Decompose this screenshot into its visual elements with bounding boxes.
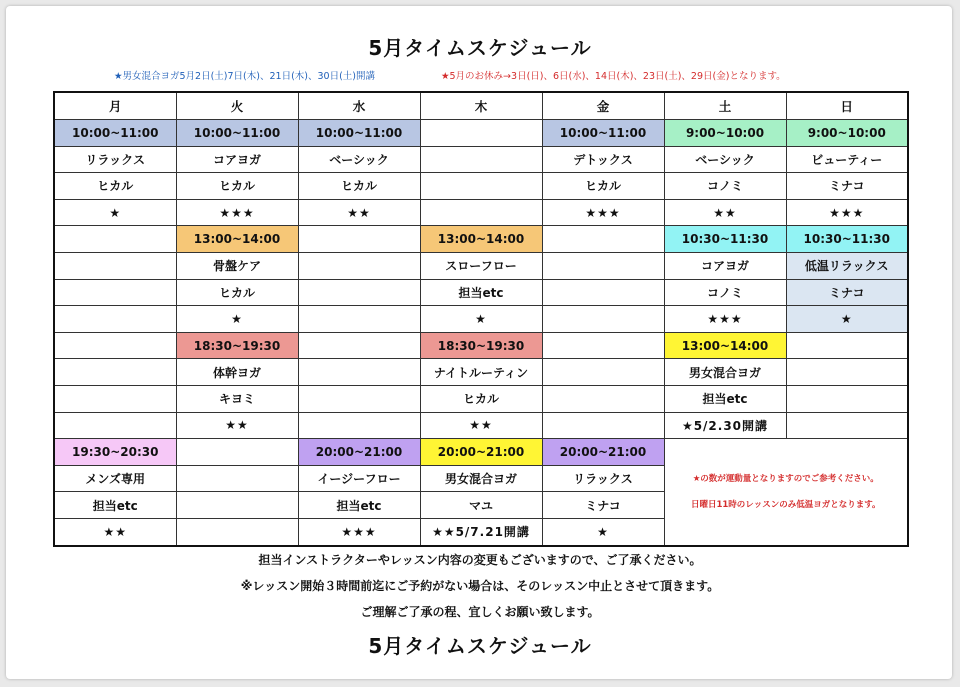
lesson-teacher: ヒカル	[54, 173, 176, 200]
lesson-teacher: ミナコ	[542, 492, 664, 519]
lesson-stars: ★	[786, 306, 908, 333]
table-row	[54, 199, 908, 226]
lesson-teacher: 担当etc	[54, 492, 176, 519]
lesson-class: 体幹ヨガ	[176, 359, 298, 386]
table-row	[54, 226, 908, 253]
footer-change-notice: 担当インストラクターやレッスン内容の変更もございますので、ご了承ください。	[258, 553, 702, 567]
lesson-stars: ★5/2.30開講	[664, 412, 786, 439]
table-row	[54, 385, 908, 412]
lesson-class: 低温リラックス	[786, 252, 908, 279]
lesson-time: 10:30~11:30	[664, 226, 786, 253]
empty-cell	[542, 226, 664, 253]
lesson-stars: ★★	[298, 199, 420, 226]
day-header-wed: 水	[298, 92, 420, 120]
lesson-teacher: ヒカル	[298, 173, 420, 200]
empty-cell	[420, 146, 542, 173]
table-row	[54, 173, 908, 200]
empty-cell	[54, 226, 176, 253]
empty-cell	[54, 279, 176, 306]
empty-cell	[298, 412, 420, 439]
day-header-mon: 月	[54, 92, 176, 120]
empty-cell	[176, 492, 298, 519]
lesson-stars: ★★★	[176, 199, 298, 226]
empty-cell	[542, 306, 664, 333]
lesson-stars: ★★	[420, 412, 542, 439]
empty-cell	[298, 226, 420, 253]
table-row	[54, 306, 908, 333]
lesson-time: 9:00~10:00	[664, 120, 786, 147]
lesson-teacher: ヒカル	[420, 385, 542, 412]
empty-cell	[54, 412, 176, 439]
empty-cell	[298, 252, 420, 279]
empty-cell	[54, 332, 176, 359]
empty-cell	[176, 518, 298, 545]
lesson-teacher: ヒカル	[542, 173, 664, 200]
holiday-notice: ★5月のお休み→3日(日)、6日(水)、14日(木)、23日(土)、29日(金)となります。	[441, 71, 786, 82]
lesson-class: 男女混合ヨガ	[664, 359, 786, 386]
lesson-class: 男女混合ヨガ	[420, 465, 542, 492]
day-header-fri: 金	[542, 92, 664, 120]
lesson-class: 骨盤ケア	[176, 252, 298, 279]
lesson-teacher: ヒカル	[176, 173, 298, 200]
day-header-tue: 火	[176, 92, 298, 120]
table-row	[54, 439, 908, 466]
empty-cell	[54, 306, 176, 333]
schedule-table	[53, 91, 909, 547]
lesson-class: ナイトルーティン	[420, 359, 542, 386]
empty-cell	[542, 279, 664, 306]
page-title-bottom: 5月タイムスケジュール	[368, 634, 592, 658]
sunday-note: 日曜日11時のレッスンのみ低温ヨガとなります。	[690, 499, 881, 510]
table-row	[54, 120, 908, 147]
empty-cell	[298, 306, 420, 333]
lesson-teacher: 担当etc	[298, 492, 420, 519]
lesson-class: リラックス	[542, 465, 664, 492]
empty-cell	[54, 252, 176, 279]
lesson-teacher: ヒカル	[176, 279, 298, 306]
day-header-sun: 日	[786, 92, 908, 120]
lesson-stars: ★★★	[664, 306, 786, 333]
table-row	[54, 146, 908, 173]
lesson-class: メンズ専用	[54, 465, 176, 492]
empty-cell	[54, 385, 176, 412]
lesson-stars: ★★	[54, 518, 176, 545]
lesson-time: 18:30~19:30	[176, 332, 298, 359]
lesson-time: 18:30~19:30	[420, 332, 542, 359]
empty-cell	[420, 199, 542, 226]
lesson-class: デトックス	[542, 146, 664, 173]
lesson-time: 20:00~21:00	[542, 439, 664, 466]
lesson-time: 10:00~11:00	[298, 120, 420, 147]
lesson-teacher: 担当etc	[420, 279, 542, 306]
lesson-stars: ★	[54, 199, 176, 226]
empty-cell	[542, 332, 664, 359]
lesson-stars: ★★★	[542, 199, 664, 226]
empty-cell	[542, 252, 664, 279]
lesson-time: 13:00~14:00	[176, 226, 298, 253]
lesson-time: 20:00~21:00	[298, 439, 420, 466]
empty-cell	[420, 173, 542, 200]
empty-cell	[298, 279, 420, 306]
lesson-teacher: コノミ	[664, 173, 786, 200]
lesson-class: コアヨガ	[664, 252, 786, 279]
footer-cancel-notice: ※レッスン開始３時間前迄にご予約がない場合は、そのレッスン中止とさせて頂きます。	[240, 579, 720, 593]
empty-cell	[176, 465, 298, 492]
day-header-thu: 木	[420, 92, 542, 120]
empty-cell	[542, 412, 664, 439]
lesson-teacher: マユ	[420, 492, 542, 519]
empty-cell	[542, 359, 664, 386]
lesson-time: 9:00~10:00	[786, 120, 908, 147]
empty-cell	[420, 120, 542, 147]
stars-note: ★の数が運動量となりますのでご参考ください。	[692, 473, 879, 484]
lesson-class: ベーシック	[664, 146, 786, 173]
table-row	[54, 332, 908, 359]
lesson-teacher: キヨミ	[176, 385, 298, 412]
lesson-teacher: ミナコ	[786, 279, 908, 306]
empty-cell	[298, 332, 420, 359]
table-row	[54, 252, 908, 279]
empty-cell	[298, 385, 420, 412]
lesson-teacher: コノミ	[664, 279, 786, 306]
day-header-row	[54, 92, 908, 120]
lesson-class: コアヨガ	[176, 146, 298, 173]
lesson-time: 13:00~14:00	[420, 226, 542, 253]
lesson-time: 10:00~11:00	[176, 120, 298, 147]
lesson-time: 10:00~11:00	[54, 120, 176, 147]
empty-cell	[54, 359, 176, 386]
lesson-class: スローフロー	[420, 252, 542, 279]
lesson-teacher: ミナコ	[786, 173, 908, 200]
lesson-time: 19:30~20:30	[54, 439, 176, 466]
table-row	[54, 279, 908, 306]
mixed-yoga-notice: ★男女混合ヨガ5月2日(土)7日(木)、21日(木)、30日(土)開講	[114, 71, 375, 82]
lesson-stars: ★★5/7.21開講	[420, 518, 542, 545]
empty-cell	[786, 359, 908, 386]
lesson-stars: ★	[542, 518, 664, 545]
empty-cell	[786, 332, 908, 359]
day-header-sat: 土	[664, 92, 786, 120]
lesson-stars: ★★★	[786, 199, 908, 226]
lesson-time: 10:00~11:00	[542, 120, 664, 147]
lesson-time: 10:30~11:30	[786, 226, 908, 253]
lesson-stars: ★	[176, 306, 298, 333]
page-title: 5月タイムスケジュール	[368, 36, 592, 60]
empty-cell	[298, 359, 420, 386]
empty-cell	[786, 385, 908, 412]
lesson-class: リラックス	[54, 146, 176, 173]
table-row	[54, 412, 908, 439]
lesson-class: ビューティー	[786, 146, 908, 173]
lesson-stars: ★★★	[298, 518, 420, 545]
notes-cell	[664, 439, 908, 546]
lesson-class: イージーフロー	[298, 465, 420, 492]
lesson-stars: ★★	[664, 199, 786, 226]
lesson-time: 13:00~14:00	[664, 332, 786, 359]
empty-cell	[542, 385, 664, 412]
lesson-class: ベーシック	[298, 146, 420, 173]
lesson-stars: ★★	[176, 412, 298, 439]
footer-thanks: ご理解ご了承の程、宜しくお願い致します。	[360, 605, 600, 619]
empty-cell	[786, 412, 908, 439]
lesson-teacher: 担当etc	[664, 385, 786, 412]
lesson-time: 20:00~21:00	[420, 439, 542, 466]
lesson-stars: ★	[420, 306, 542, 333]
empty-cell	[176, 439, 298, 466]
table-row	[54, 359, 908, 386]
